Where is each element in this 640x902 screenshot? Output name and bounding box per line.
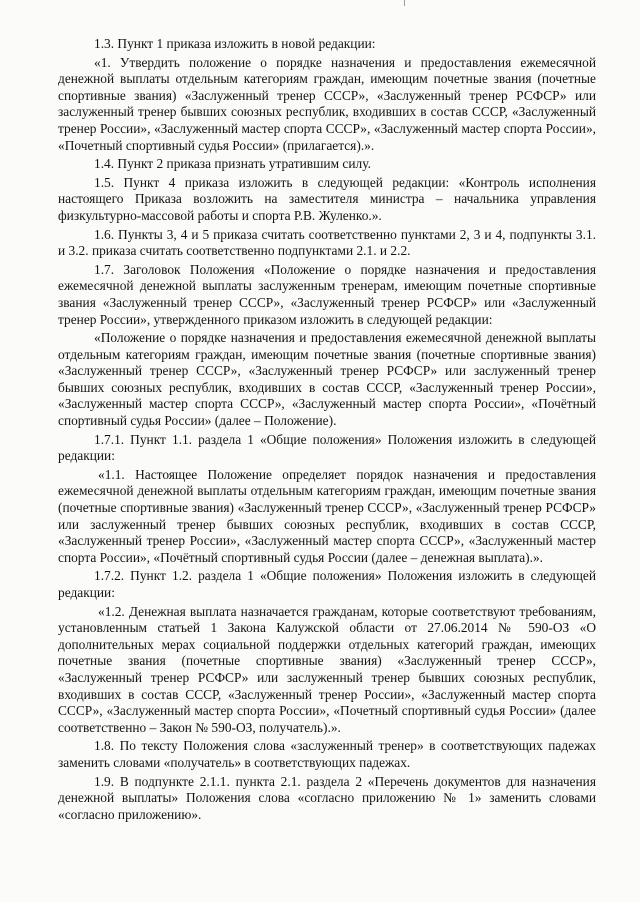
paragraph-1-5: 1.5. Пункт 4 приказа изложить в следующей редакции: «Контроль исполнения настоящего Приказа возложить на заместителя министра – начальника управления физкультурно-массовой работы и спорта Р.В. Жуленко.». (58, 174, 596, 223)
paragraph-1-3-quote: «1. Утвердить положение о порядке назначения и предоставления ежемесячной денежной выплаты отдельным категориям граждан, имеющим почетные звания (почетные спортивные звания) «Заслуженный тренер СССР», «Заслуженный тренер РСФСР» или заслуженный тренер бывших союзных республик, входивших в состав СССР, «Заслуженный тренер России», «Заслуженный мастер спорта СССР», «Заслуженный мастер спорта России», «Почетный спортивный судья России» (прилагается).». (58, 54, 596, 153)
paragraph-1-7-2: 1.7.2. Пункт 1.2. раздела 1 «Общие положения» Положения изложить в следующей редакции: (58, 568, 596, 600)
paragraph-1-7-1-quote: «1.1. Настоящее Положение определяет порядок назначения и предоставления ежемесячной денежной выплаты отдельным категориям граждан, имеющим почетные звания (почетные спортивные звания) «Заслуженный тренер СССР», «Заслуженный тренер РСФСР» или заслуженный тренер бывших союзных республик, входивших в состав СССР, «Заслуженный тренер России», «Заслуженный мастер спорта СССР», «Заслуженный мастер спорта России», «Почётный спортивный судья России (далее – денежная выплата).». (58, 466, 596, 565)
paragraph-1-7-quote: «Положение о порядке назначения и предоставления ежемесячной денежной выплаты отдельным категориям граждан, имеющим почетные звания (почетные спортивные звания) «Заслуженный тренер СССР», «Заслуженный тренер РСФСР» или заслуженный тренер бывших союзных республик, входивших в состав СССР, «Заслуженный тренер России», «Заслуженный мастер спорта СССР», «Заслуженный мастер спорта России», «Почётный спортивный судья России» (далее – Положение). (58, 330, 596, 429)
paragraph-1-4: 1.4. Пункт 2 приказа признать утратившим силу. (94, 156, 371, 172)
paragraph-1-7-2-quote: «1.2. Денежная выплата назначается гражданам, которые соответствуют требованиям, установленным статьей 1 Закона Калужской области от 27.06.2014 № 590-ОЗ «О дополнительных мерах социальной поддержки отдельных категорий граждан, имеющих почетные звания (почетные спортивные звания) «Заслуженный тренер СССР», «Заслуженный тренер РСФСР» или заслуженный тренер бывших союзных республик, входивших в состав СССР, «Заслуженный тренер России», «Заслуженный мастер спорта СССР», «Заслуженный мастер спорта России», «Почетный спортивный судья России» (далее соответственно – Закон № 590-ОЗ, получатель).». (58, 603, 596, 735)
paragraph-1-8: 1.8. По тексту Положения слова «заслуженный тренер» в соответствующих падежах заменить словами «получатель» в соответствующих падежах. (58, 738, 596, 770)
paragraph-1-9: 1.9. В подпункте 2.1.1. пункта 2.1. раздела 2 «Перечень документов для назначения денежной выплаты» Положения слова «согласно приложению № 1» заменить словами «согласно приложению». (58, 773, 596, 822)
scan-mark (404, 0, 405, 6)
paragraph-1-7-1: 1.7.1. Пункт 1.1. раздела 1 «Общие положения» Положения изложить в следующей редакции: (58, 431, 596, 464)
paragraph-1-6: 1.6. Пункты 3, 4 и 5 приказа считать соответственно пунктами 2, 3 и 4, подпункты 3.1. и 3.2. приказа считать соответственно подпунктами 2.1. и 2.2. (58, 226, 596, 259)
paragraph-1-3: 1.3. Пункт 1 приказа изложить в новой редакции: (94, 36, 376, 51)
paragraph-1-7: 1.7. Заголовок Положения «Положение о порядке назначения и предоставления ежемесячной денежной выплаты заслуженным тренерам, имеющим почетные спортивные звания «Заслуженный тренер СССР», «Заслуженный тренер РСФСР» или «Заслуженный тренер России», утвержденного приказом изложить в следующей редакции: (58, 261, 596, 327)
